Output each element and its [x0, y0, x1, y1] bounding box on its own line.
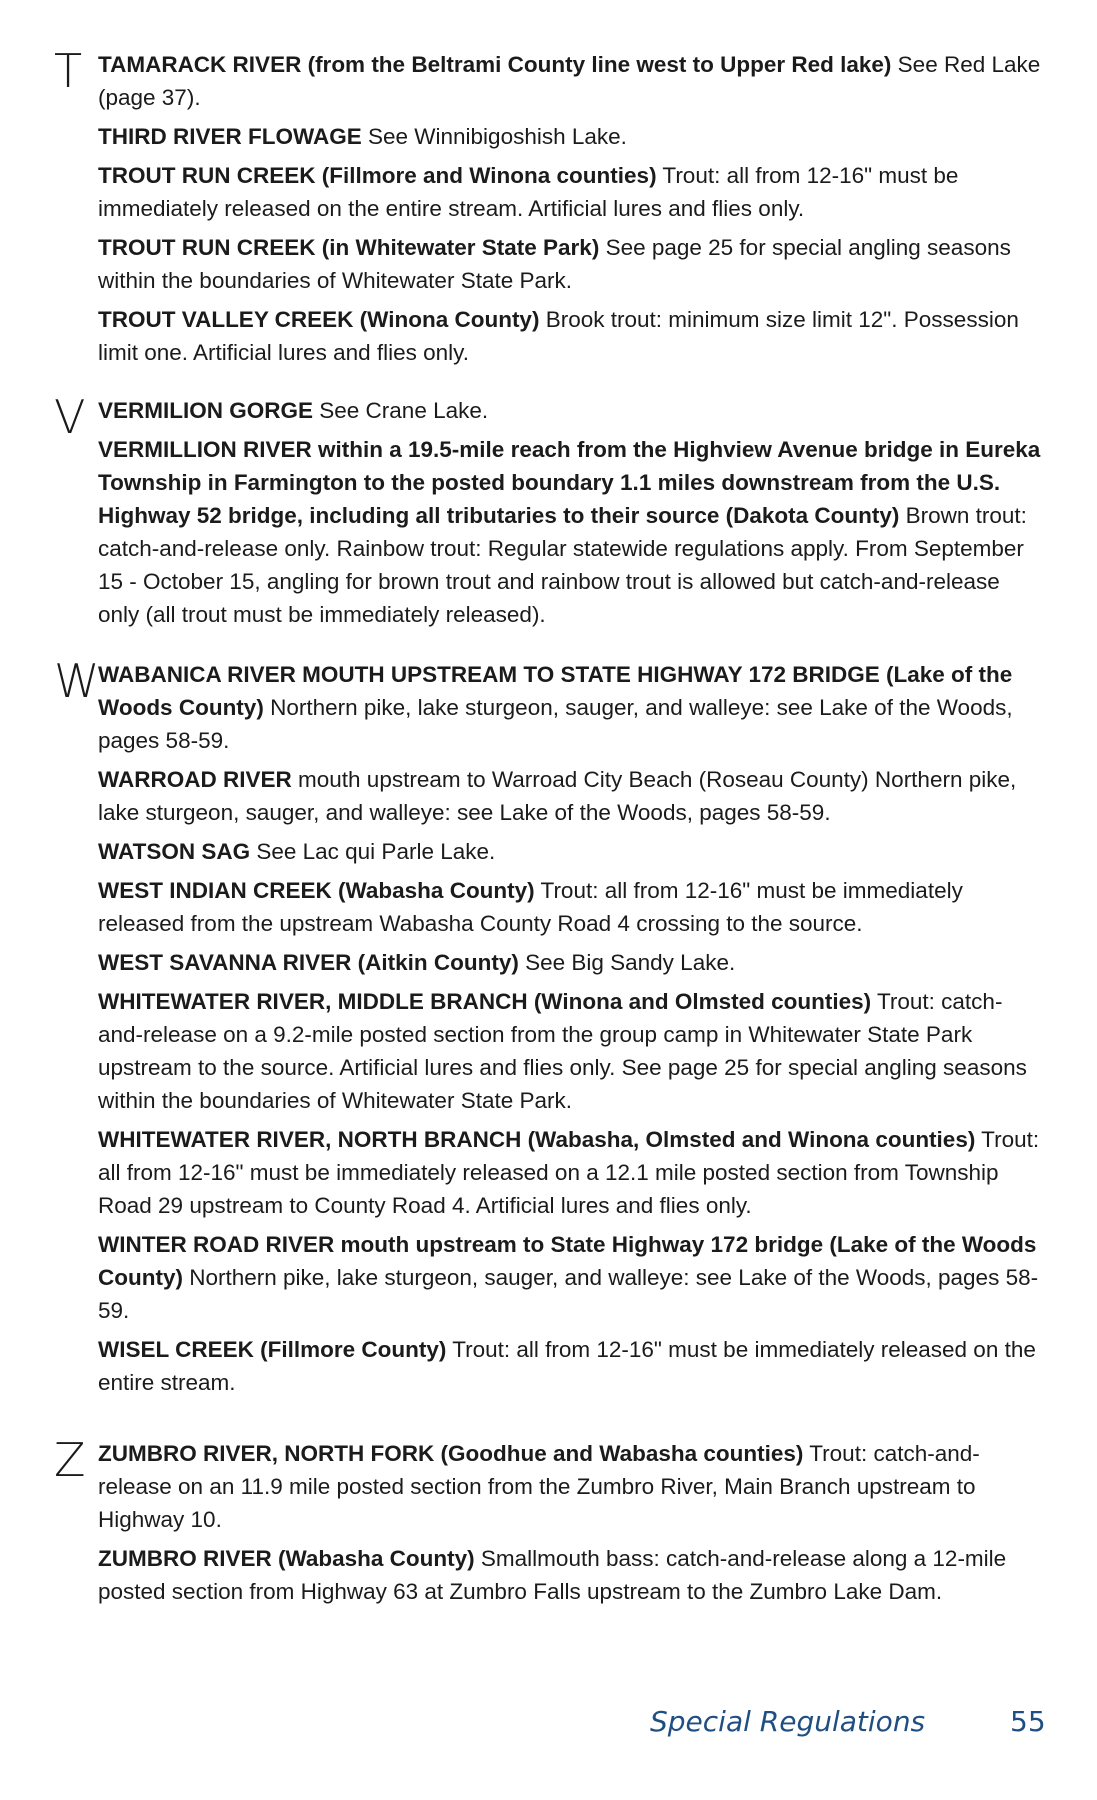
list-item	[98, 433, 1043, 631]
list-item	[98, 946, 1043, 979]
entry-name: TROUT RUN CREEK (Fillmore and Winona counties)	[98, 163, 657, 188]
entry-text: See Big Sandy Lake.	[518, 950, 736, 975]
entry-text: mouth upstream to Warroad City Beach (Roseau County) Northern pike, lake sturgeon, sauger, and walleye: see Lake of the Woods, pages 58-59.	[98, 767, 1017, 825]
section-letter: T	[54, 44, 83, 98]
section-letter: W	[54, 654, 100, 708]
entry-name: WEST INDIAN CREEK (Wabasha County)	[98, 878, 535, 903]
list-item	[98, 1123, 1043, 1222]
entry-name: WISEL CREEK (Fillmore County)	[98, 1337, 447, 1362]
entry-name: WHITEWATER RIVER, NORTH BRANCH (Wabasha, Olmsted and Winona counties)	[98, 1127, 976, 1152]
list-item	[98, 303, 1043, 369]
list-item	[98, 1333, 1043, 1399]
entry-name: WEST SAVANNA RIVER (Aitkin County)	[98, 950, 519, 975]
section-letter: Z	[54, 1433, 86, 1487]
entry-text: Trout: all from 12-16" must be immediately released from the upstream Wabasha County Road 4 crossing to the source.	[98, 878, 963, 936]
list-item	[98, 48, 1043, 114]
entry-text: Smallmouth bass: catch-and-release along a 12-mile posted section from Highway 63 at Zumbro Falls upstream to the Zumbro Lake Dam.	[98, 1546, 1007, 1604]
list-item	[98, 874, 1043, 940]
entry-list	[98, 658, 1043, 1405]
list-item	[98, 231, 1043, 297]
entry-text: Northern pike, lake sturgeon, sauger, and walleye: see Lake of the Woods, pages 58-59.	[98, 1265, 1039, 1323]
entry-name: TAMARACK RIVER (from the Beltrami County line west to Upper Red lake)	[98, 52, 892, 77]
entry-name: TROUT VALLEY CREEK (Winona County)	[98, 307, 540, 332]
list-item	[98, 1542, 1043, 1608]
entry-name: WABANICA RIVER MOUTH UPSTREAM TO STATE HIGHWAY 172 BRIDGE (Lake of the Woods County)	[98, 662, 1013, 720]
entry-name: WINTER ROAD RIVER mouth upstream to State Highway 172 bridge (Lake of the Woods County)	[98, 1232, 1037, 1290]
list-item	[98, 763, 1043, 829]
entry-name: ZUMBRO RIVER (Wabasha County)	[98, 1546, 475, 1571]
entry-text: Trout: catch-and-release on an 11.9 mile posted section from the Zumbro River, Main Branch upstream to Highway 10.	[98, 1441, 980, 1532]
list-item	[98, 658, 1043, 757]
entry-text: See Lac qui Parle Lake.	[250, 839, 496, 864]
list-item	[98, 120, 1043, 153]
entry-text: Brown trout: catch-and-release only. Rainbow trout: Regular statewide regulations apply. From September 15 - October 15, angling for brown trout and rainbow trout is allowed but catch-and-release only (all trout must be immediately released).	[98, 503, 1027, 627]
list-item	[98, 1437, 1043, 1536]
entry-text: Trout: all from 12-16" must be immediately released on the entire stream. Artificial lures and flies only.	[98, 163, 959, 221]
list-item	[98, 159, 1043, 225]
list-item	[98, 985, 1043, 1117]
entry-text: Trout: catch-and-release on a 9.2-mile posted section from the group camp in Whitewater State Park upstream to the source. Artificial lures and flies only. See page 25 for special angling seasons within the boundaries of Whitewater State Park.	[98, 989, 1027, 1113]
entry-name: WARROAD RIVER	[98, 767, 292, 792]
entry-name: VERMILLION RIVER within a 19.5-mile reach from the Highview Avenue bridge in Eureka Township in Farmington to the posted boundary 1.1 miles downstream from the U.S. Highway 52 bridge, including all tributaries to their source (Dakota County)	[98, 437, 1041, 528]
entry-list	[98, 1437, 1043, 1614]
entry-list	[98, 48, 1043, 375]
entry-text: See Red Lake (page 37).	[98, 52, 1041, 110]
entry-text: Trout: all from 12-16" must be immediately released on the entire stream.	[98, 1337, 1036, 1395]
entry-text: See Crane Lake.	[313, 398, 489, 423]
entry-list	[98, 394, 1043, 637]
entry-name: TROUT RUN CREEK (in Whitewater State Park)	[98, 235, 600, 260]
entry-name: ZUMBRO RIVER, NORTH FORK (Goodhue and Wabasha counties)	[98, 1441, 804, 1466]
list-item	[98, 1228, 1043, 1327]
footer-section-title: Special Regulations	[650, 1705, 926, 1738]
page-number: 55	[1010, 1705, 1046, 1738]
entry-text: See Winnibigoshish Lake.	[361, 124, 627, 149]
entry-text: See page 25 for special angling seasons within the boundaries of Whitewater State Park.	[98, 235, 1011, 293]
entry-name: VERMILION GORGE	[98, 398, 314, 423]
entry-text: Trout: all from 12-16" must be immediately released on a 12.1 mile posted section from Township Road 29 upstream to County Road 4. Artificial lures and flies only.	[98, 1127, 1040, 1218]
entry-text: Brook trout: minimum size limit 12". Possession limit one. Artificial lures and flies only.	[98, 307, 1019, 365]
entry-name: WATSON SAG	[98, 839, 251, 864]
entry-text: Northern pike, lake sturgeon, sauger, and walleye: see Lake of the Woods, pages 58-59.	[98, 695, 1013, 753]
entry-name: THIRD RIVER FLOWAGE	[98, 124, 362, 149]
section-letter: V	[54, 390, 86, 444]
list-item	[98, 835, 1043, 868]
list-item	[98, 394, 1043, 427]
entry-name: WHITEWATER RIVER, MIDDLE BRANCH (Winona and Olmsted counties)	[98, 989, 872, 1014]
